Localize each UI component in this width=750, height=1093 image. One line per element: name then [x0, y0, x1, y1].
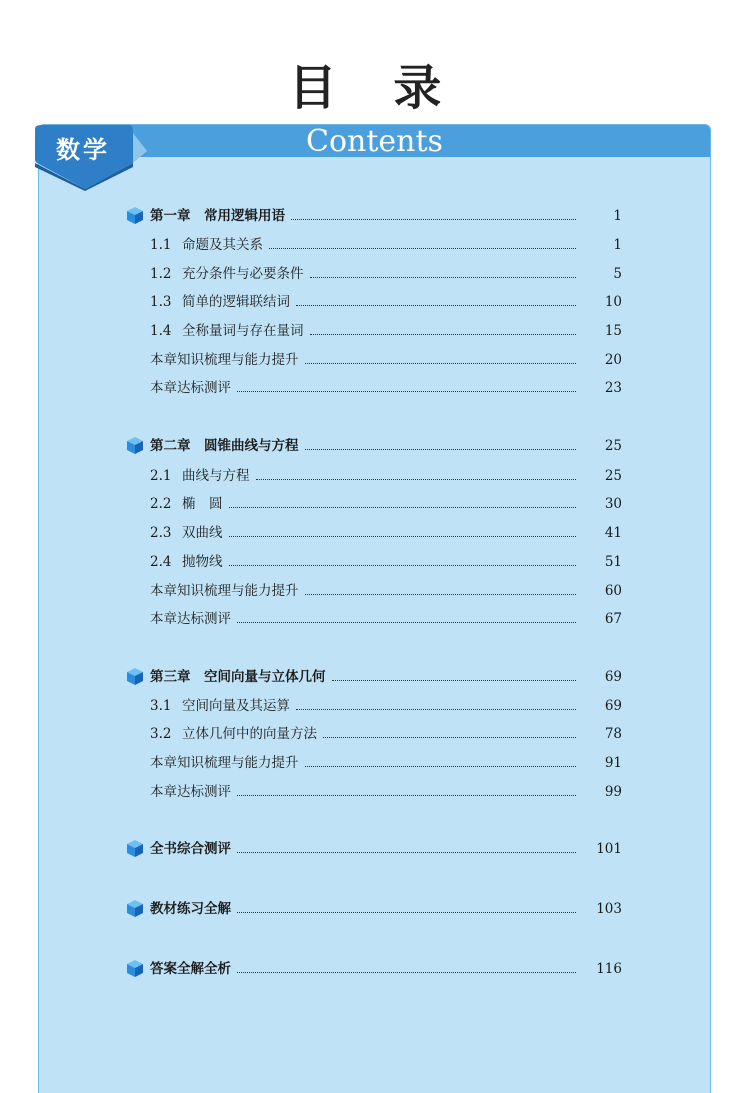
toc-title-text: 椭 圆	[182, 496, 223, 512]
dot-leader	[237, 972, 576, 973]
toc-entry-title	[150, 235, 267, 255]
toc-title-text: 全称量词与存在量词	[182, 323, 304, 339]
toc-entry	[0, 378, 750, 398]
dot-leader	[291, 219, 576, 220]
dot-leader	[310, 277, 576, 278]
toc-entry-title	[150, 350, 303, 370]
dot-leader	[305, 594, 576, 595]
toc-entry-title	[150, 959, 235, 979]
cube-icon	[127, 900, 143, 917]
toc-page-number: 1	[613, 237, 622, 253]
toc-chapter	[0, 206, 750, 226]
toc-title-text: 教材练习全解	[150, 901, 231, 917]
toc-title-text: 立体几何中的向量方法	[182, 726, 317, 742]
toc-page-number: 103	[596, 901, 622, 917]
dot-leader	[237, 912, 576, 913]
toc-page-number: 69	[604, 698, 622, 714]
toc-entry	[0, 581, 750, 601]
toc-title-text: 本章达标测评	[150, 784, 231, 800]
toc-entry	[0, 235, 750, 255]
toc-page-number: 78	[604, 726, 622, 742]
toc-title-text: 答案全解全析	[150, 961, 231, 977]
toc-entry	[0, 782, 750, 802]
toc-section-number: 1.1	[150, 237, 172, 253]
toc-entry	[0, 264, 750, 284]
toc-entry-title	[150, 667, 330, 687]
dot-leader	[237, 852, 576, 853]
dot-leader	[305, 766, 576, 767]
toc-entry-title	[150, 552, 227, 572]
dot-leader	[237, 795, 576, 796]
toc-entry-title	[150, 206, 289, 226]
dot-leader	[269, 248, 576, 249]
toc-section-number: 1.4	[150, 323, 172, 339]
toc-title-text: 抛物线	[182, 554, 223, 570]
toc-page-number: 23	[604, 380, 622, 396]
toc-entry-title	[150, 466, 254, 486]
toc-page-number: 60	[604, 583, 622, 599]
toc-entry-title	[150, 264, 308, 284]
cube-icon	[127, 668, 143, 685]
toc-section-number: 2.2	[150, 496, 172, 512]
toc-section-number: 2.1	[150, 468, 172, 484]
toc-entry	[0, 466, 750, 486]
dot-leader	[332, 680, 576, 681]
toc-entry	[0, 350, 750, 370]
toc-page-number: 91	[604, 755, 622, 771]
toc-page-number: 51	[604, 554, 622, 570]
toc-entry-title	[150, 378, 235, 398]
toc-entry	[0, 321, 750, 341]
toc-chapter	[0, 667, 750, 687]
toc-entry	[0, 696, 750, 716]
toc-chapter	[0, 839, 750, 859]
dot-leader	[256, 479, 576, 480]
toc-chapter	[0, 436, 750, 456]
dot-leader	[305, 449, 576, 450]
toc-page-number: 1	[613, 208, 622, 224]
toc-entry-title	[150, 436, 303, 456]
subject-label: 数学	[56, 136, 110, 164]
toc-page-number: 10	[604, 294, 622, 310]
dot-leader	[310, 334, 576, 335]
dot-leader	[229, 507, 576, 508]
toc-title-text: 曲线与方程	[182, 468, 250, 484]
cube-icon	[127, 960, 143, 977]
toc-page-number: 25	[604, 468, 622, 484]
dot-leader	[237, 391, 576, 392]
toc-chapter	[0, 899, 750, 919]
toc-chapter	[0, 959, 750, 979]
dot-leader	[296, 305, 576, 306]
toc-page-number: 67	[604, 611, 622, 627]
cube-icon	[127, 840, 143, 857]
toc-entry-title	[150, 899, 235, 919]
toc-page-number: 99	[604, 784, 622, 800]
dot-leader	[305, 363, 576, 364]
toc-entry-title	[150, 839, 235, 859]
toc-section-number: 1.3	[150, 294, 172, 310]
dot-leader	[229, 536, 576, 537]
toc-title-text: 简单的逻辑联结词	[182, 294, 290, 310]
toc-title-text: 双曲线	[182, 525, 223, 541]
toc-entry	[0, 494, 750, 514]
dot-leader	[296, 709, 576, 710]
toc-entry-title	[150, 523, 227, 543]
toc-section-number: 3.2	[150, 726, 172, 742]
toc-section-number: 2.4	[150, 554, 172, 570]
dot-leader	[323, 737, 576, 738]
toc-entry-title	[150, 609, 235, 629]
toc-entry-title	[150, 782, 235, 802]
toc-section-number: 3.1	[150, 698, 172, 714]
toc-entry-title	[150, 753, 303, 773]
toc-entry-title	[150, 321, 308, 341]
toc-entry-title	[150, 724, 321, 744]
toc-title-text: 空间向量及其运算	[182, 698, 290, 714]
subject-tag	[33, 125, 151, 191]
toc-page-number: 20	[604, 352, 622, 368]
toc-title-text: 第一章 常用逻辑用语	[150, 208, 285, 224]
toc-entry	[0, 292, 750, 312]
toc-entry-title	[150, 696, 294, 716]
page-title: 目 录	[288, 60, 462, 116]
toc-title-text: 命题及其关系	[182, 237, 263, 253]
toc-page-number: 25	[604, 438, 622, 454]
toc-entry	[0, 753, 750, 773]
toc-page-number: 101	[596, 841, 622, 857]
toc-page-number: 41	[604, 525, 622, 541]
toc-entry-title	[150, 581, 303, 601]
toc-title-text: 充分条件与必要条件	[182, 266, 304, 282]
toc-entry	[0, 523, 750, 543]
toc-page-number: 69	[604, 669, 622, 685]
toc-entry-title	[150, 292, 294, 312]
toc-page-number: 15	[604, 323, 622, 339]
toc-title-text: 本章知识梳理与能力提升	[150, 352, 299, 368]
toc-entry	[0, 724, 750, 744]
toc-entry-title	[150, 494, 227, 514]
contents-heading: Contents	[306, 124, 443, 159]
toc-page-number: 30	[604, 496, 622, 512]
dot-leader	[229, 565, 576, 566]
toc-page-number: 5	[613, 266, 622, 282]
toc-title-text: 第二章 圆锥曲线与方程	[150, 438, 299, 454]
toc-title-text: 本章知识梳理与能力提升	[150, 755, 299, 771]
toc-section-number: 1.2	[150, 266, 172, 282]
toc-title-text: 本章达标测评	[150, 611, 231, 627]
toc-title-text: 本章知识梳理与能力提升	[150, 583, 299, 599]
cube-icon	[127, 437, 143, 454]
dot-leader	[237, 622, 576, 623]
toc-entry	[0, 552, 750, 572]
toc-title-text: 全书综合测评	[150, 841, 231, 857]
toc-title-text: 本章达标测评	[150, 380, 231, 396]
toc-page-number: 116	[596, 961, 622, 977]
toc-section-number: 2.3	[150, 525, 172, 541]
cube-icon	[127, 207, 143, 224]
toc-entry	[0, 609, 750, 629]
toc-title-text: 第三章 空间向量与立体几何	[150, 669, 326, 685]
